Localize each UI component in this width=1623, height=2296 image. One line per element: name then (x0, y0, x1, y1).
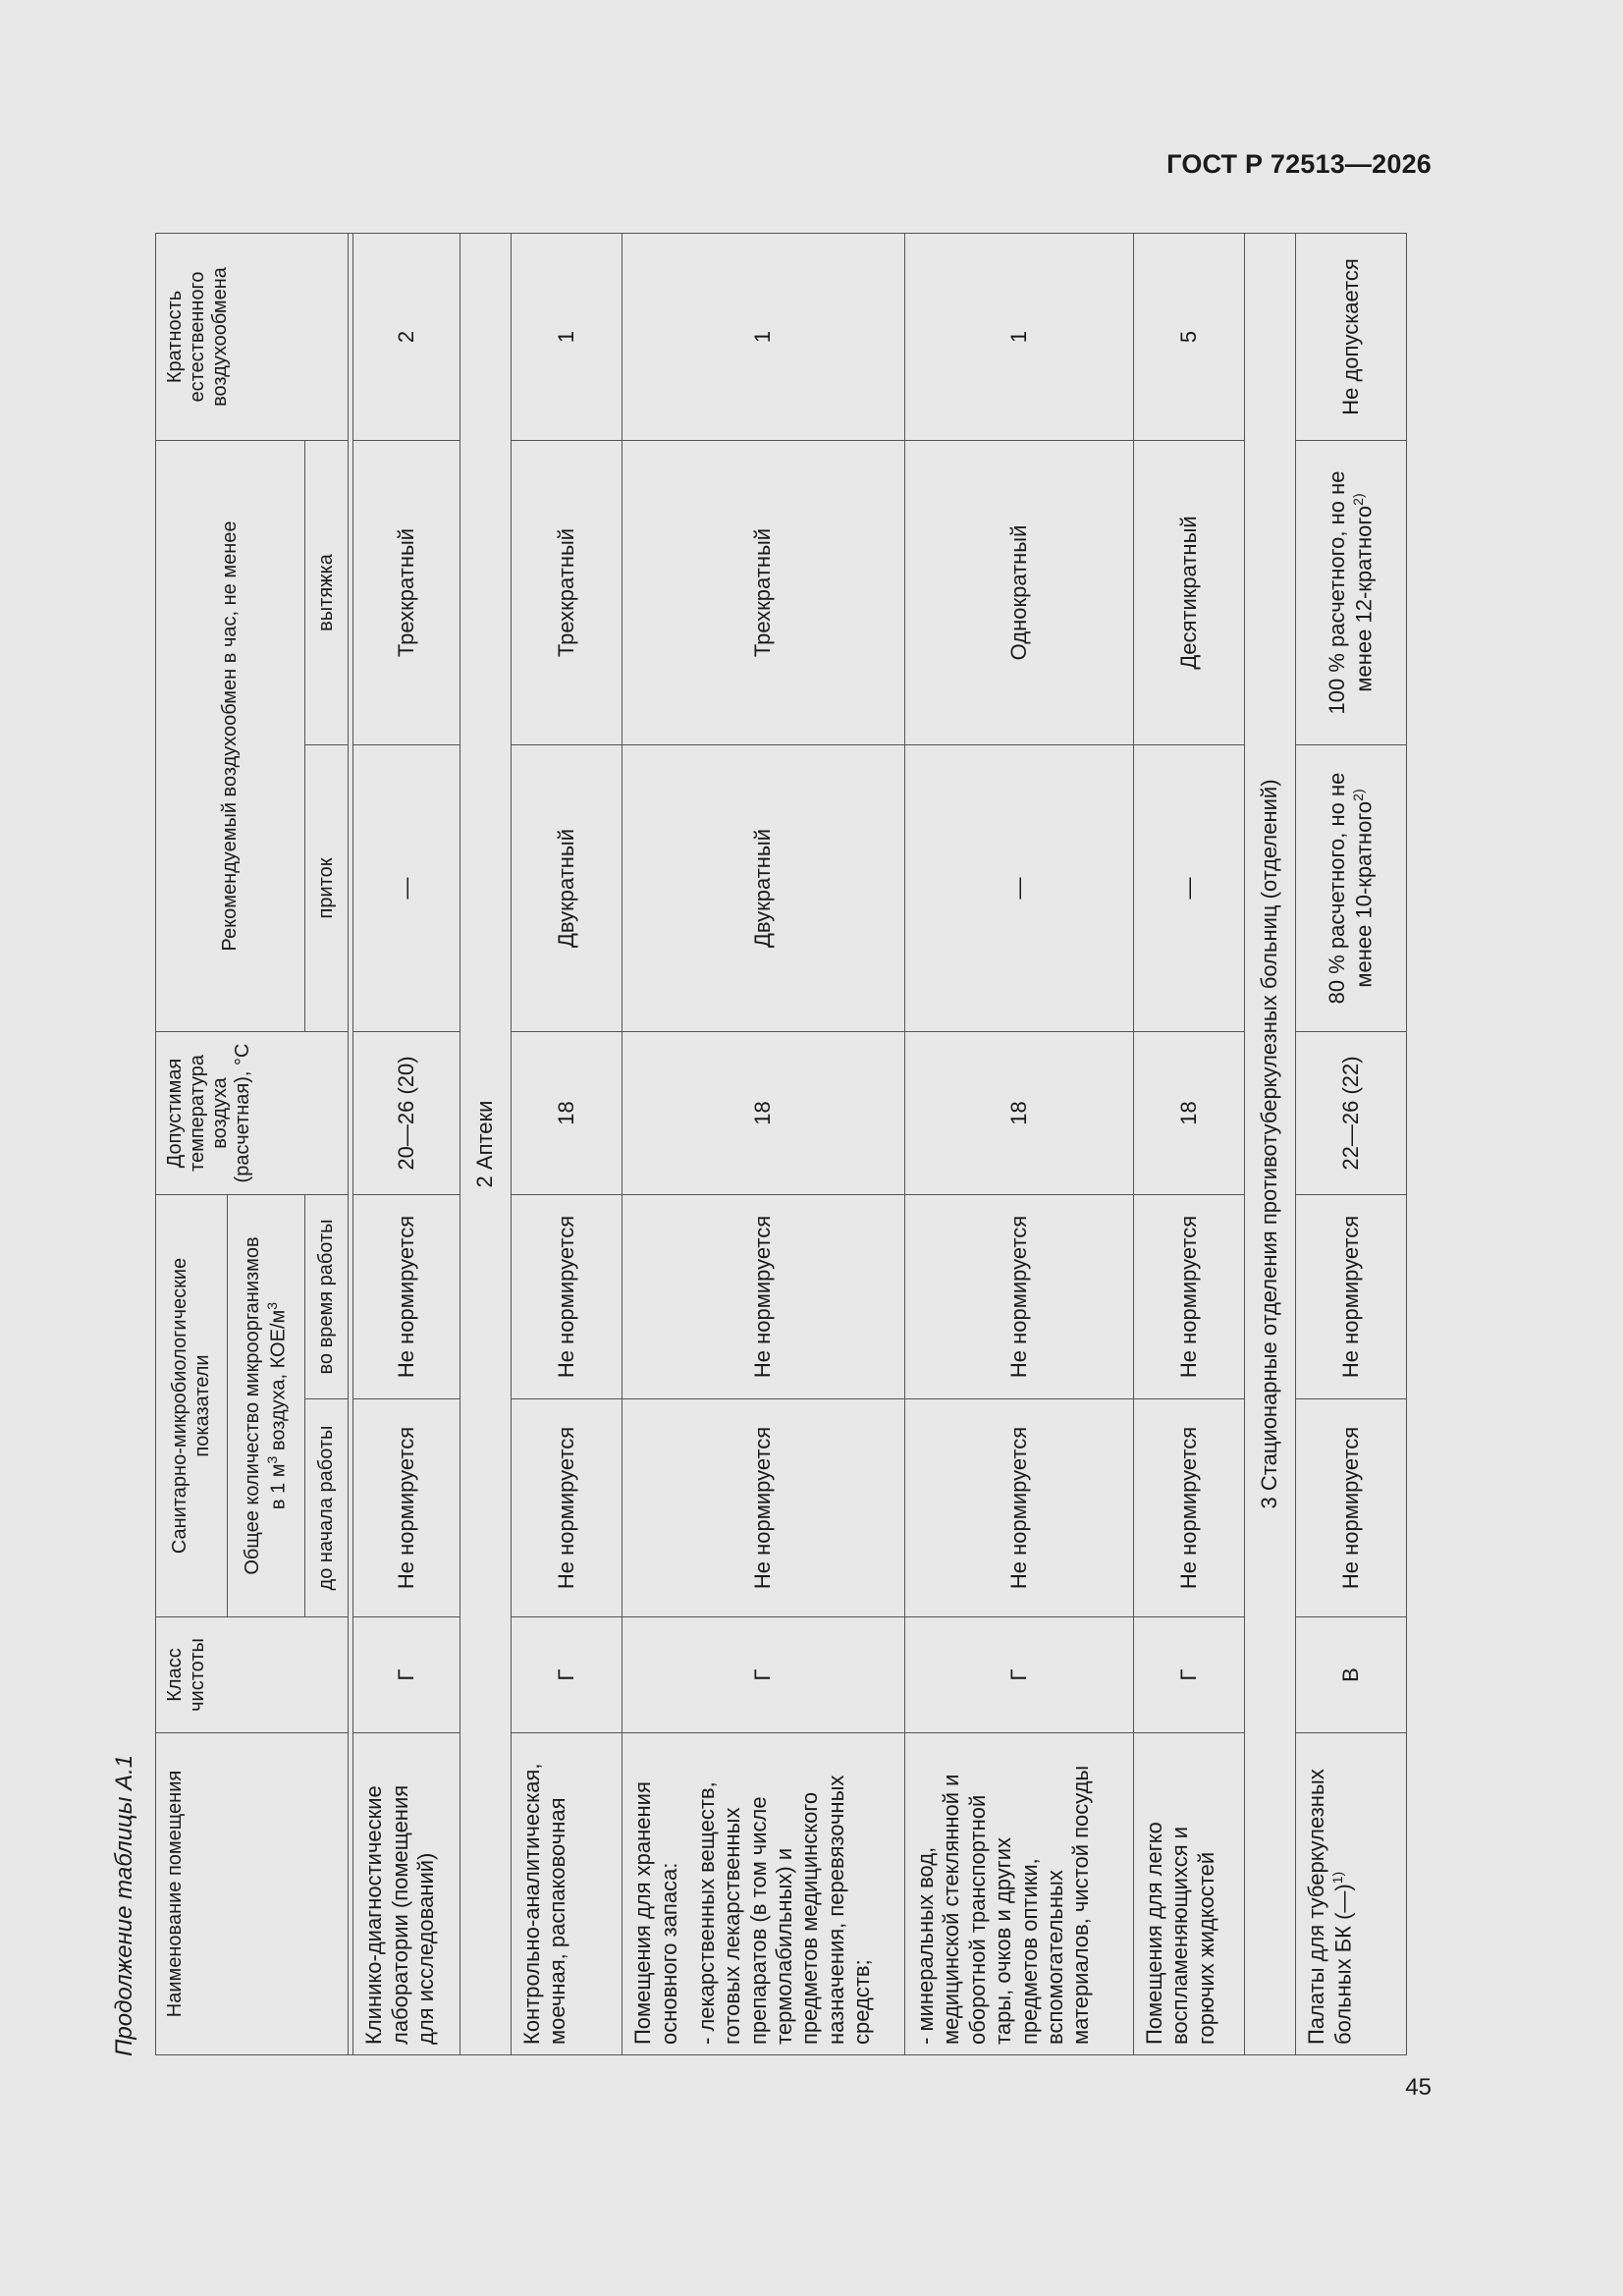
room-name-text: Палаты для туберкулезных больных БК (—) (1303, 1769, 1356, 2045)
header-before-work: до начала работы (305, 1399, 349, 1617)
micro-during: Не нормируется (622, 1194, 905, 1398)
exhaust: Трехкратный (511, 440, 622, 744)
header-class: Класс чистоты (156, 1617, 349, 1733)
rotated-table-wrapper (155, 234, 1407, 2055)
footnote-ref: 2) (1350, 789, 1367, 801)
table-continuation-caption: Продолжение таблицы А.1 (111, 1754, 137, 2056)
temperature: 18 (622, 1031, 905, 1194)
temperature: 20—26 (20) (353, 1031, 460, 1194)
temperature: 18 (511, 1031, 622, 1194)
supply: Двукратный (622, 744, 905, 1031)
table-row (905, 233, 1134, 2054)
exhaust: Десятикратный (1133, 440, 1244, 744)
table-row (1295, 233, 1406, 2054)
header-supply: приток (305, 744, 349, 1031)
natural-exchange: 5 (1133, 233, 1244, 440)
section-row (460, 233, 511, 2054)
page-number: 45 (1405, 2074, 1432, 2101)
natural-exchange: 2 (353, 233, 460, 440)
room-name-item: - лекарственных веществ, готовых лекарственных препаратов (в том числе термолабильных) и предметов медицинского назначения, перевязочных средств; (693, 1775, 875, 2045)
exhaust: Трехкратный (353, 440, 460, 744)
micro-during: Не нормируется (1133, 1194, 1244, 1398)
supply: — (1133, 744, 1244, 1031)
room-name: - минеральных вод, медицинской стеклянной и оборотной транспортной тары, очков и других предметов оптики, вспомогательных материалов, чистой посуды (905, 1733, 1134, 2055)
supply (1295, 744, 1406, 1031)
micro-before: Не нормируется (511, 1399, 622, 1617)
table-row (511, 233, 622, 2054)
clean-class: Г (905, 1617, 1134, 1733)
natural-exchange: 1 (905, 233, 1134, 440)
micro-before: Не нормируется (905, 1399, 1134, 1617)
temperature: 18 (1133, 1031, 1244, 1194)
table-row (1133, 233, 1244, 2054)
ventilation-table (155, 233, 1407, 2055)
clean-class: В (1295, 1617, 1406, 1733)
room-name (1295, 1733, 1406, 2055)
header-air-exchange: Рекомендуемый воздухообмен в час, не менее (156, 440, 305, 1031)
natural-exchange: 1 (511, 233, 622, 440)
clean-class: Г (353, 1617, 460, 1733)
supply: — (905, 744, 1134, 1031)
clean-class: Г (1133, 1617, 1244, 1733)
micro-before: Не нормируется (622, 1399, 905, 1617)
room-name (622, 1733, 905, 2055)
exhaust (1295, 440, 1406, 744)
section-title-tb-hospitals: 3 Стационарные отделения противотуберкулезных больниц (отделений) (1245, 233, 1295, 2054)
micro-before: Не нормируется (1295, 1399, 1406, 1617)
micro-before: Не нормируется (1133, 1399, 1244, 1617)
clean-class: Г (622, 1617, 905, 1733)
header-exhaust: вытяжка (305, 440, 349, 744)
header-natural-exchange: Кратность естественного воздухообмена (156, 233, 349, 440)
header-micro-sub: Общее количество микроорганизмов в 1 $м^3$ воздуха, КОЕ/$м^3$ (228, 1194, 305, 1616)
micro-during: Не нормируется (1295, 1194, 1406, 1398)
room-name-intro: Помещения для хранения основного запаса: (630, 1781, 681, 2045)
micro-during: Не нормируется (353, 1194, 460, 1398)
clean-class: Г (511, 1617, 622, 1733)
section-title-pharmacies: 2 Аптеки (460, 233, 511, 2054)
temperature: 22—26 (22) (1295, 1031, 1406, 1194)
header-name: Наименование помещения (156, 1733, 349, 2055)
room-name: Помещения для легко воспламеняющихся и горючих жидкостей (1133, 1733, 1244, 2055)
room-name: Клинико-диагностические лаборатории (помещения для исследований) (353, 1733, 460, 2055)
table-row (353, 233, 460, 2054)
footnote-ref: 2) (1350, 493, 1367, 506)
document-code: ГОСТ Р 72513—2026 (1166, 149, 1432, 179)
exhaust: Трехкратный (622, 440, 905, 744)
micro-during: Не нормируется (511, 1194, 622, 1398)
supply: Двукратный (511, 744, 622, 1031)
micro-during: Не нормируется (905, 1194, 1134, 1398)
exhaust-text: 100 % расчетного, но не менее 12-кратного (1324, 470, 1377, 715)
header-temperature: Допустимая температура воздуха (расчетная), °С (156, 1031, 349, 1194)
footnote-ref: 1) (1329, 1871, 1345, 1885)
table-row (622, 233, 905, 2054)
natural-exchange: Не допускается (1295, 233, 1406, 440)
header-during-work: во время работы (305, 1194, 349, 1398)
section-row (1245, 233, 1295, 2054)
supply-text: 80 % расчетного, но не менее 10-кратного (1324, 772, 1377, 1005)
header-micro: Санитарно-микробиологические показатели (156, 1194, 228, 1616)
supply: — (353, 744, 460, 1031)
room-name: Контрольно-аналитическая, моечная, распаковочная (511, 1733, 622, 2055)
temperature: 18 (905, 1031, 1134, 1194)
micro-before: Не нормируется (353, 1399, 460, 1617)
natural-exchange: 1 (622, 233, 905, 440)
exhaust: Однократный (905, 440, 1134, 744)
